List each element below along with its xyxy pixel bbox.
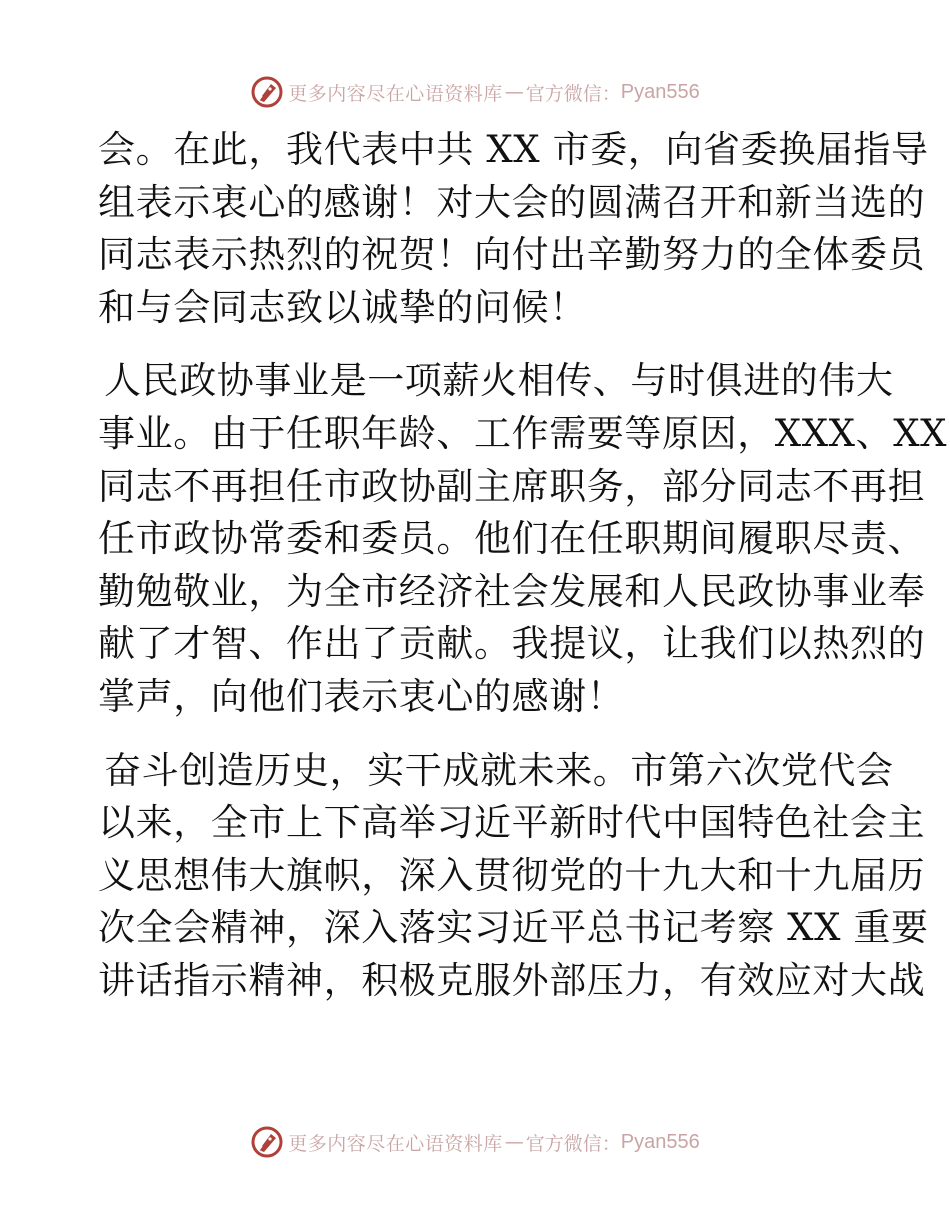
header-slogan: 更多内容尽在心语资料库	[288, 82, 503, 105]
footer-slogan: 更多内容尽在心语资料库	[288, 1132, 503, 1155]
text-line: 奋斗创造历史，实干成就未来。市第六次党代会	[104, 748, 894, 792]
text-line: 人民政协事业是一项薪火相传、与时俱进的伟大	[104, 359, 894, 403]
text-line: 以来，全市上下高举习近平新时代中国特色社会主	[98, 801, 926, 845]
text-line: 掌声，向他们表示衷心的感谢！	[98, 674, 625, 718]
text-line: 义思想伟大旗帜，深入贯彻党的十九大和十九届历	[98, 853, 926, 897]
text-line: 献了才智、作出了贡献。我提议，让我们以热烈的	[98, 622, 926, 666]
page-footer	[0, 1122, 950, 1162]
paragraph-3	[98, 745, 929, 1008]
text-line: 事业。由于任职年龄、工作需要等原因，XXX、XX	[98, 411, 948, 455]
text-line: 任市政协常委和委员。他们在任职期间履职尽责、	[98, 517, 926, 561]
text-line: 和与会同志致以诚挚的问候！	[98, 285, 587, 329]
text-line: 次全会精神，深入落实习近平总书记考察 XX 重要	[98, 906, 929, 950]
text-line: 会。在此，我代表中共 XX 市委，向省委换届指导	[98, 128, 929, 171]
pen-nib-logo-icon	[250, 75, 284, 109]
header-separator: —	[504, 81, 524, 103]
page-header	[0, 72, 950, 112]
text-line: 同志表示热烈的祝贺！向付出辛勤努力的全体委员	[98, 233, 926, 277]
pen-nib-logo-icon	[250, 1125, 284, 1159]
footer-separator: —	[504, 1131, 524, 1153]
text-line: 组表示衷心的感谢！对大会的圆满召开和新当选的	[98, 180, 926, 224]
text-line: 同志不再担任市政协副主席职务，部分同志不再担	[98, 464, 926, 508]
text-line: 勤勉敬业，为全市经济社会发展和人民政协事业奉	[98, 569, 926, 613]
text-line: 讲话指示精神，积极克服外部压力，有效应对大战	[98, 958, 926, 1002]
footer-wechat-label: 官方微信：	[525, 1132, 621, 1155]
header-wechat-label: 官方微信：	[525, 82, 621, 105]
footer-wechat-id: Pyan556	[620, 1130, 700, 1153]
paragraph-2	[98, 355, 948, 723]
header-wechat-id: Pyan556	[620, 80, 700, 103]
document-body	[98, 124, 948, 1029]
paragraph-1	[98, 124, 929, 334]
